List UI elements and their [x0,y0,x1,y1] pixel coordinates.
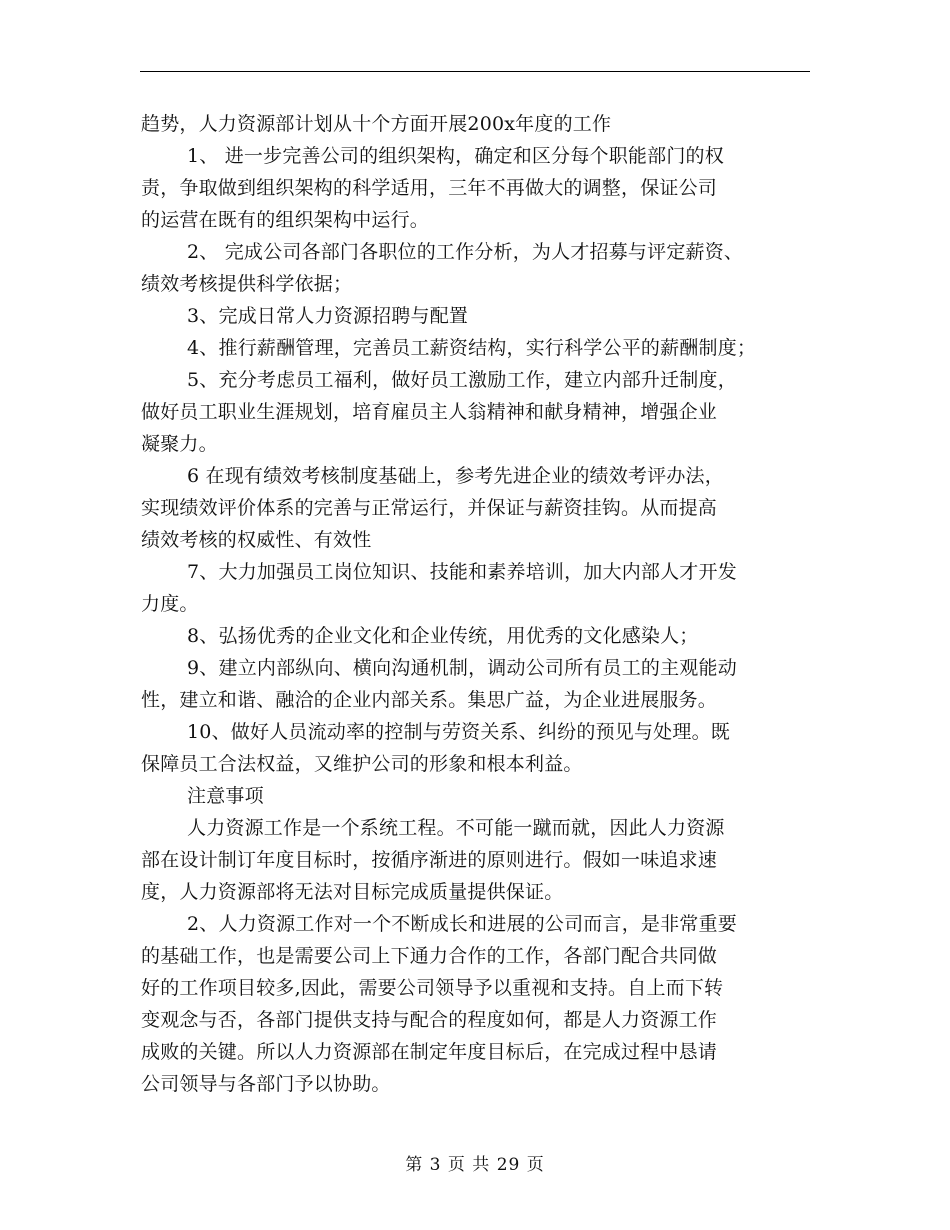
text-line: 趋势，人力资源部计划从十个方面开展200x年度的工作 [141,113,612,135]
notes-paragraph-1-line-1: 人力资源工作是一个系统工程。不可能一蹴而就，因此人力资源 [187,817,725,839]
list-item-2-line-1: 2、 完成公司各部门各职位的工作分析，为人才招募与评定薪资、 [187,241,744,263]
header-rule [140,71,810,72]
notes-paragraph-2-line-2: 的基础工作，也是需要公司上下通力合作的工作，各部门配合共同做 [141,945,718,967]
list-item-7-line-1: 7、大力加强员工岗位知识、技能和素养培训，加大内部人才开发 [187,561,737,583]
notes-paragraph-1-line-3: 度，人力资源部将无法对目标完成质量提供保证。 [141,881,564,903]
document-body [141,108,813,1100]
notes-paragraph-2-line-5: 成败的关键。所以人力资源部在制定年度目标后，在完成过程中恳请 [141,1041,718,1063]
list-item-6-line-3: 绩效考核的权威性、有效性 [141,529,372,551]
notes-paragraph-2-line-6: 公司领导与各部门予以协助。 [141,1073,391,1095]
page-number-footer: 第 3 页 共 29 页 [405,1155,545,1175]
list-item-1-line-1: 1、 进一步完善公司的组织架构，确定和区分每个职能部门的权 [187,145,724,167]
notes-paragraph-2-line-1: 2、人力资源工作对一个不断成长和进展的公司而言，是非常重要 [187,913,737,935]
list-item-5-line-3: 凝聚力。 [141,433,218,455]
list-item-5-line-2: 做好员工职业生涯规划，培育雇员主人翁精神和献身精神，增强企业 [141,401,718,423]
notes-paragraph-2-line-3: 好的工作项目较多,因此，需要公司领导予以重视和支持。自上而下转 [141,977,724,999]
list-item-2-line-2: 绩效考核提供科学依据； [141,273,353,295]
list-item-1-line-3: 的运营在既有的组织架构中运行。 [141,209,430,231]
section-heading-notes: 注意事项 [187,785,264,807]
list-item-6-line-1: 6 在现有绩效考核制度基础上，参考先进企业的绩效考评办法， [187,465,724,487]
list-item-5-line-1: 5、充分考虑员工福利，做好员工激励工作，建立内部升迁制度， [187,369,737,391]
list-item-1-line-2: 责，争取做到组织架构的科学适用，三年不再做大的调整，保证公司 [141,177,718,199]
list-item-7-line-2: 力度。 [141,593,199,615]
list-item-9-line-2: 性，建立和谐、融洽的企业内部关系。集思广益，为企业进展服务。 [141,689,718,711]
list-item-8: 8、弘扬优秀的企业文化和企业传统，用优秀的文化感染人； [187,625,699,647]
notes-paragraph-1-line-2: 部在设计制订年度目标时，按循序渐进的原则进行。假如一味追求速 [141,849,718,871]
list-item-10-line-1: 10、做好人员流动率的控制与劳资关系、纠纷的预见与处理。既 [187,721,730,743]
list-item-6-line-2: 实现绩效评价体系的完善与正常运行，并保证与薪资挂钩。从而提高 [141,497,718,519]
list-item-3: 3、完成日常人力资源招聘与配置 [187,305,469,327]
list-item-10-line-2: 保障员工合法权益，又维护公司的形象和根本利益。 [141,753,583,775]
notes-paragraph-2-line-4: 变观念与否，各部门提供支持与配合的程度如何，都是人力资源工作 [141,1009,718,1031]
list-item-9-line-1: 9、建立内部纵向、横向沟通机制，调动公司所有员工的主观能动 [187,657,737,679]
list-item-4: 4、推行薪酬管理，完善员工薪资结构，实行科学公平的薪酬制度； [187,337,757,359]
